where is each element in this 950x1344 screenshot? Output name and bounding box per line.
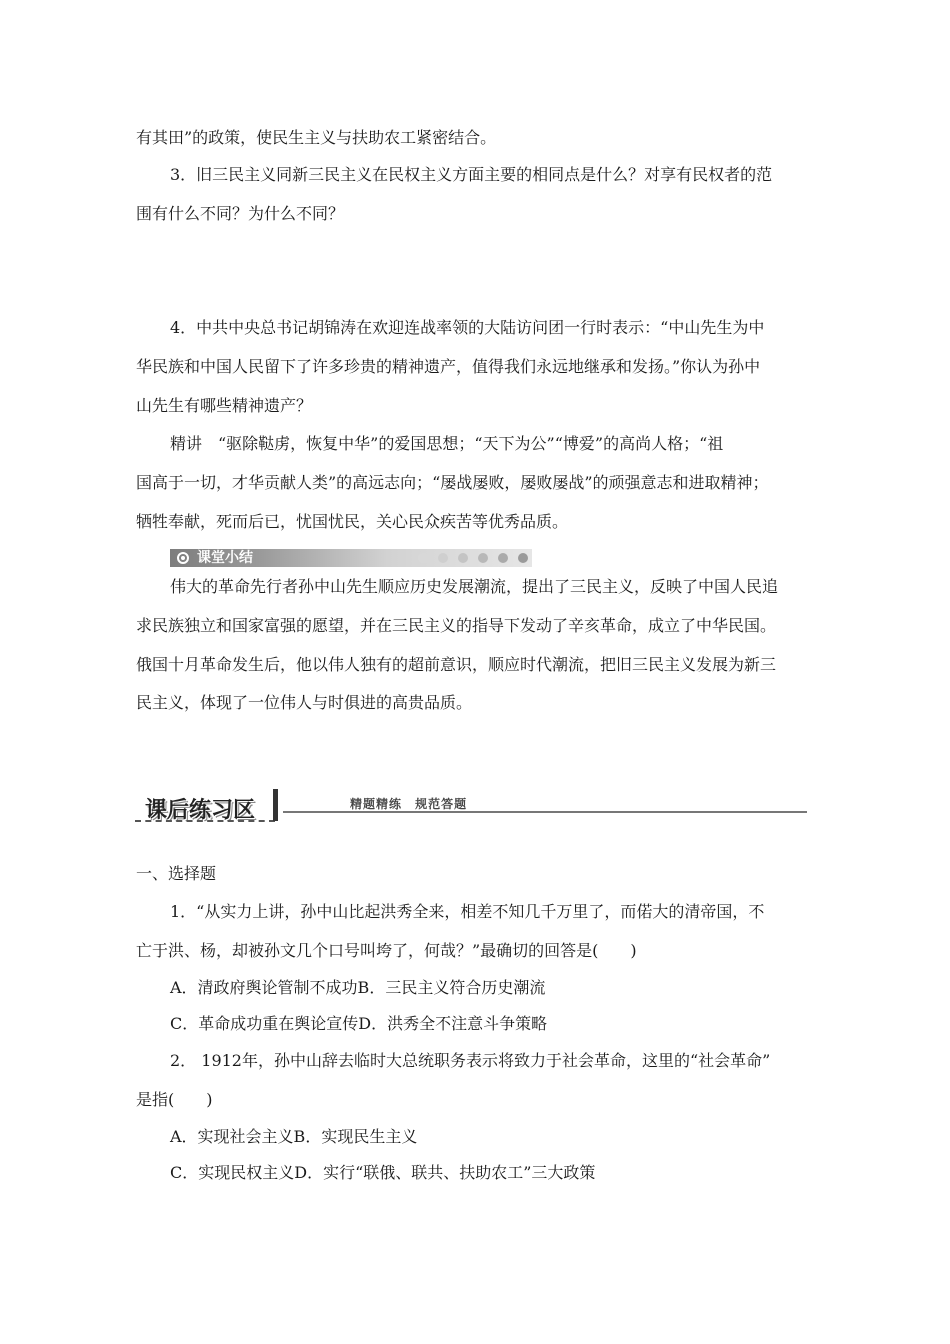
question-2-options-cd: C．实现民权主义D．实行“联俄、联共、扶助农工”三大政策 — [170, 1163, 596, 1182]
practice-title: 课后练习区 — [145, 798, 256, 823]
question-2-options-ab: A．实现社会主义B．实现民生主义 — [170, 1127, 418, 1146]
practice-subtitle: 精题精练 规范答题 — [350, 797, 468, 811]
question-2-line-1: 2． 1912年，孙中山辞去临时大总统职务表示将致力于社会革命，这里的“社会革命” — [170, 1051, 771, 1070]
summary-line-2: 求民族独立和国家富强的愿望，并在三民主义的指导下发动了辛亥革命，成立了中华民国。 — [136, 616, 777, 635]
question-1-line-1: 1．“从实力上讲，孙中山比起洪秀全来，相差不知几千万里了，而偌大的清帝国，不 — [170, 902, 765, 921]
explanation-line-3: 牺牲奉献，死而后已，忧国忧民，关心民众疾苦等优秀品质。 — [136, 512, 569, 531]
dot-icon — [498, 553, 508, 563]
dot-icon — [478, 553, 488, 563]
header-divider — [273, 789, 278, 821]
question-3-line-1: 3．旧三民主义同新三民主义在民权主义方面主要的相同点是什么？对享有民权者的范 — [170, 165, 773, 184]
dot-icon — [438, 553, 448, 563]
summary-line-3: 俄国十月革命发生后，他以伟人独有的超前意识，顺应时代潮流，把旧三民主义发展为新三 — [136, 655, 777, 674]
circle-bullet-icon — [177, 552, 189, 564]
question-1-options-ab: A．清政府舆论管制不成功B．三民主义符合历史潮流 — [170, 978, 546, 997]
summary-line-4: 民主义，体现了一位伟人与时俱进的高贵品质。 — [136, 693, 473, 712]
explanation-line-2: 国高于一切，才华贡献人类”的高远志向；“屡战屡败，屡败屡战”的顽强意志和进取精神； — [136, 473, 769, 492]
dot-icon — [458, 553, 468, 563]
section-heading: 一、选择题 — [136, 864, 217, 883]
question-4-line-3: 山先生有哪些精神遗产？ — [136, 396, 313, 415]
question-4-line-1: 4．中共中央总书记胡锦涛在欢迎连战率领的大陆访问团一行时表示：“中山先生为中 — [170, 318, 765, 337]
question-2-line-2: 是指( ) — [136, 1090, 213, 1109]
question-1-line-2: 亡于洪、杨，却被孙文几个口号叫垮了，何哉？”最确切的回答是( ) — [136, 941, 637, 960]
question-1-options-cd: C．革命成功重在舆论宣传D．洪秀全不注意斗争策略 — [170, 1014, 548, 1033]
question-4-line-2: 华民族和中国人民留下了许多珍贵的精神遗产，值得我们永远地继承和发扬。”你认为孙中 — [136, 357, 761, 376]
summary-title: 课堂小结 — [197, 550, 253, 566]
dot-icon — [418, 553, 428, 563]
summary-line-1: 伟大的革命先行者孙中山先生顺应历史发展潮流，提出了三民主义，反映了中国人民追 — [170, 577, 779, 596]
dashed-underline — [135, 820, 275, 822]
dot-icon — [518, 553, 528, 563]
question-3-line-2: 围有什么不同？为什么不同？ — [136, 204, 345, 223]
practice-section-header — [135, 787, 807, 827]
explanation-line-1: 精讲 “驱除鞑虏，恢复中华”的爱国思想；“天下为公”“博爱”的高尚人格；“祖 — [170, 434, 724, 453]
header-rule — [283, 811, 807, 813]
summary-banner — [170, 549, 532, 567]
paragraph-line: 有其田”的政策，使民生主义与扶助农工紧密结合。 — [136, 128, 497, 147]
